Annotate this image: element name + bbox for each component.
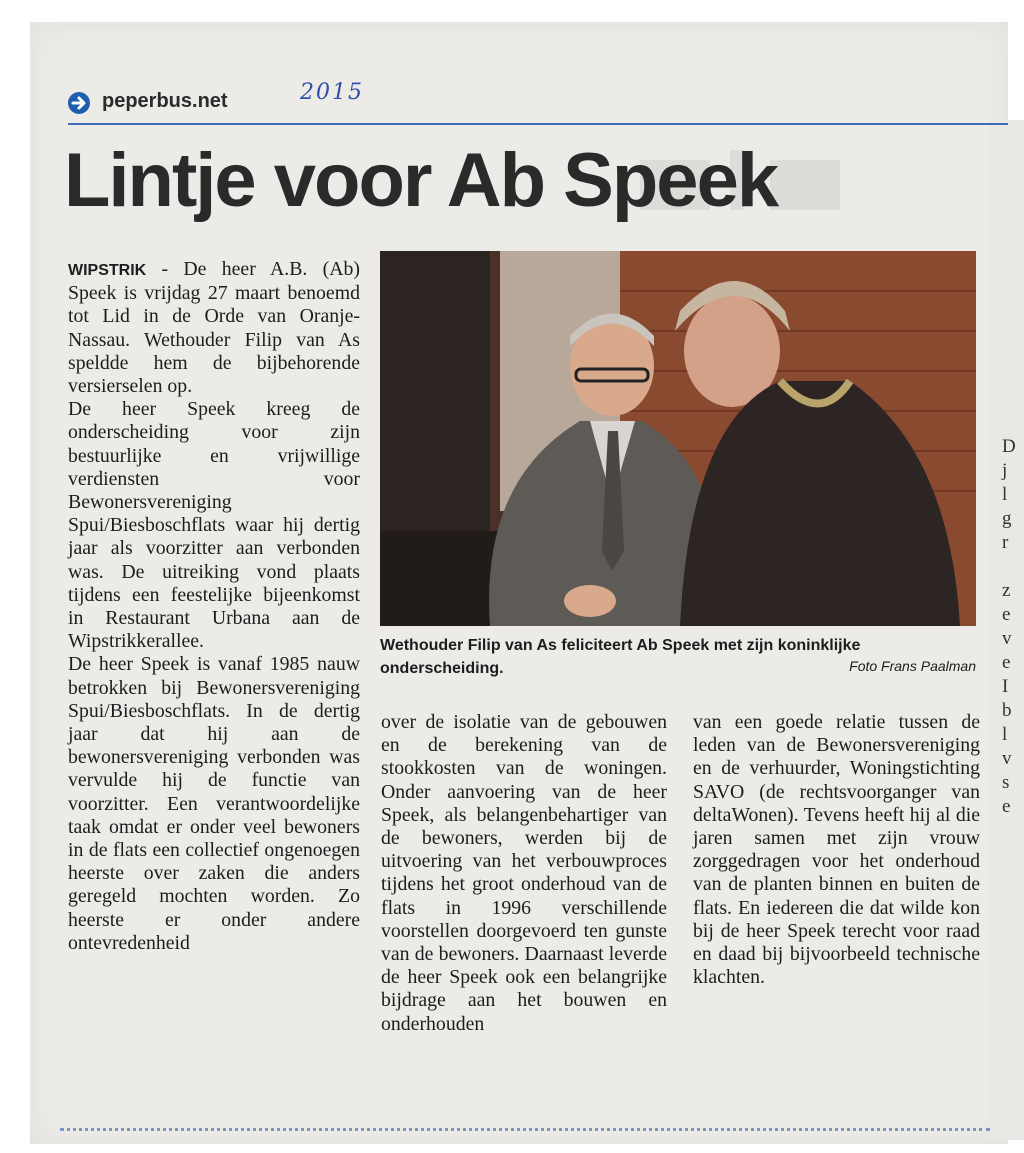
headline: Lintje voor Ab Speek <box>64 138 778 223</box>
site-name: peperbus.net <box>102 90 228 112</box>
article-column-2 <box>381 711 667 1036</box>
arrow-right-circle-icon <box>68 92 90 114</box>
photo-illustration <box>380 251 976 626</box>
handwritten-year: 2015 <box>300 80 364 105</box>
paragraph-3: De heer Speek is vanaf 1985 nauw betrokken bij Bewonersvereniging Spui/Biesboschflats. In de dertig jaar dat hij aan de bewonersvereniging verbonden was vervulde hij de functie van voorzitter. Een verantwoordelijke taak omdat er onder veel bewoners in de flats een collectief ongenoegen heerste over zaken die anders geregeld mochten worden. Zo heerste er onder andere ontevredenheid <box>68 653 360 954</box>
paragraph-col3: van een goede relatie tussen de leden van de Bewonersvereniging en de verhuurder, Woningstichting SAVO (de rechtsvoorganger van deltaWonen). Tevens heeft hij al die jaren samen met zijn vrouw zorggedragen voor het onderhoud van de planten binnen en buiten de flats. En iedereen die dat wilde kon bij de heer Speek terecht voor raad en daad bij bijvoorbeeld technische klachten. <box>693 711 980 989</box>
photo-credit: Foto Frans Paalman <box>849 658 976 674</box>
paragraph-col2: over de isolatie van de gebouwen en de berekening van de stookkosten van de woningen. Onder aanvoering van de heer Speek, als belangenbehartiger van de bewoners, werden bij de uitvoering van het verbouwproces tijdens het groot onderhoud van de flats in 1996 verschillende voorstellen doorgevoerd ten gunste van de bewoners. Daarnaast leverde de heer Speek ook een belangrijke bijdrage aan het bouwen en onderhouden <box>381 711 667 1035</box>
footer-dotted-rule <box>60 1128 990 1131</box>
paragraph-2: De heer Speek kreeg de onderscheiding voor zijn bestuurlijke en vrijwillige verdiensten voor Bewonersvereniging Spui/Biesboschflats waar hij dertig jaar als voorzitter aan verbonden was. De uitreiking vond plaats tijdens een feestelijke bijeenkomst in Restaurant Urbana aan de Wipstrikkerallee. <box>68 398 360 653</box>
article-column-3 <box>693 711 980 989</box>
paragraph-1 <box>68 258 360 398</box>
article-photo <box>380 251 976 626</box>
dateline: WIPSTRIK <box>68 262 147 279</box>
adjacent-article-edge: D j l g r z e v e I b l v s e <box>990 120 1024 1140</box>
paragraph-1-text: - De heer A.B. (Ab) Speek is vrijdag 27 maart benoemd tot Lid in de Orde van Oranje-Nassau. Wethouder Filip van As speldde hem de bijbehorende versierselen op. <box>68 258 360 398</box>
header-rule <box>68 123 1008 125</box>
photo-caption: Wethouder Filip van As feliciteert Ab Speek met zijn koninklijke onderscheiding. <box>380 637 861 677</box>
masthead <box>68 80 1008 124</box>
article-column-1 <box>68 258 360 955</box>
